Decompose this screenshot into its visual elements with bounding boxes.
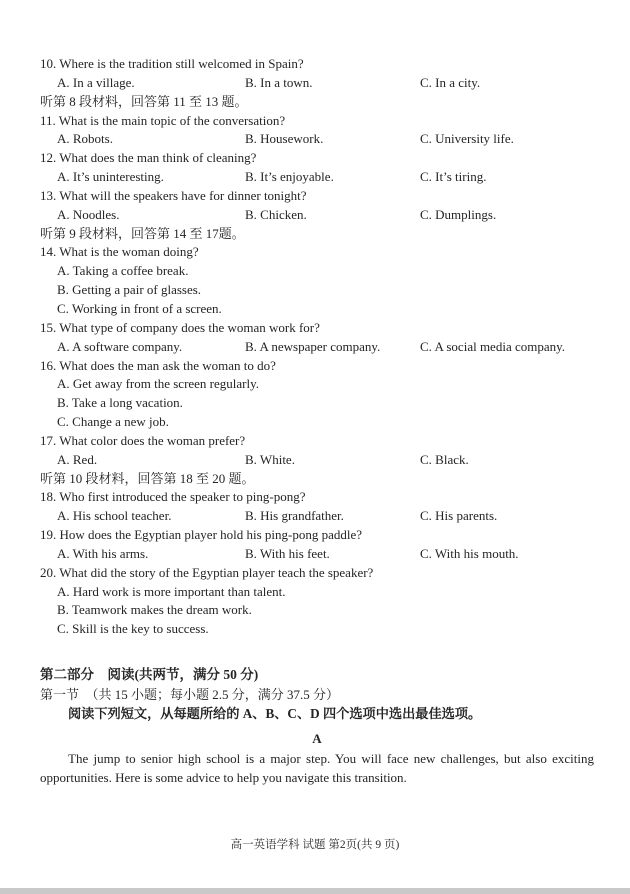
- option-b: B. Getting a pair of glasses.: [57, 282, 202, 298]
- option-a: A. A software company.: [57, 338, 183, 354]
- option-c: C. Dumplings.: [420, 206, 497, 222]
- options-row: [40, 545, 594, 564]
- option-c: C. With his mouth.: [420, 545, 519, 561]
- scan-edge-strip: [0, 888, 630, 894]
- options-row: [40, 130, 594, 149]
- question-block: [40, 187, 594, 225]
- question-block: [40, 112, 594, 150]
- option-b: B. With his feet.: [245, 545, 330, 561]
- option-c: C. Skill is the key to success.: [57, 621, 209, 637]
- question-block: [40, 149, 594, 187]
- question-block: [40, 243, 594, 318]
- option-a: A. In a village.: [57, 74, 135, 90]
- question-text: 17. What color does the woman prefer?: [40, 432, 246, 448]
- listening-questions-section: [40, 55, 594, 639]
- option-c: C. It’s tiring.: [420, 169, 487, 185]
- question-block: [40, 526, 594, 564]
- options-row: [40, 338, 594, 357]
- option-b: B. Teamwork makes the dream work.: [57, 602, 252, 618]
- question-text: 10. Where is the tradition still welcomed in Spain?: [40, 56, 304, 71]
- reading-instruction: 阅读下列短文，从每题所给的 A、B、C、D 四个选项中选出最佳选项。: [68, 706, 482, 722]
- option-c: C. A social media company.: [420, 338, 566, 354]
- option-b: B. Chicken.: [245, 206, 307, 222]
- question-text: 11. What is the main topic of the conversation?: [40, 112, 286, 128]
- options-row: [40, 507, 594, 526]
- page-footer: 高一英语学科 试题 第2页(共 9 页): [230, 839, 400, 851]
- question-text: 12. What does the man think of cleaning?: [40, 150, 257, 166]
- passage-a-text: The jump to senior high school is a major step. You will face new challenges, but also exciting opportunities. Here is some advice to help you navigate this transition.: [40, 751, 594, 786]
- option-b: B. A newspaper company.: [245, 338, 381, 354]
- option-b: B. Take a long vacation.: [57, 395, 183, 411]
- option-c: C. His parents.: [420, 508, 498, 524]
- option-c: C. Black.: [420, 451, 469, 467]
- part2-heading: 第二部分 阅读(共两节，满分 50 分): [40, 667, 259, 683]
- listening-material-instruction: 听第 9 段材料，回答第 14 至 17题。: [40, 225, 245, 241]
- options-row: [40, 206, 594, 225]
- options-row: [40, 74, 594, 93]
- option-c: C. In a city.: [420, 74, 481, 90]
- option-a: A. Taking a coffee break.: [57, 263, 189, 279]
- question-text: 14. What is the woman doing?: [40, 244, 199, 260]
- part2-section1-heading: 第一节 （共 15 小题；每小题 2.5 分，满分 37.5 分）: [40, 686, 340, 702]
- option-b: B. In a town.: [245, 74, 313, 90]
- option-b: B. White.: [245, 451, 295, 467]
- option-c: C. University life.: [420, 131, 514, 147]
- option-a: A. With his arms.: [57, 545, 149, 561]
- options-row: [40, 451, 594, 470]
- question-text: 19. How does the Egyptian player hold his ping-pong paddle?: [40, 527, 363, 543]
- question-text: 16. What does the man ask the woman to do?: [40, 357, 276, 373]
- question-block: [40, 488, 594, 526]
- question-block: [40, 564, 594, 639]
- option-a: A. Robots.: [57, 131, 113, 147]
- page-content: [40, 55, 594, 788]
- question-text: 20. What did the story of the Egyptian player teach the speaker?: [40, 564, 374, 580]
- options-row: [40, 168, 594, 187]
- option-a: A. Hard work is more important than talent.: [57, 583, 286, 599]
- option-a: A. It’s uninteresting.: [57, 169, 164, 185]
- listening-material-instruction: 听第 10 段材料，回答第 18 至 20 题。: [40, 470, 255, 486]
- question-text: 18. Who first introduced the speaker to ping-pong?: [40, 489, 306, 505]
- option-a: A. His school teacher.: [57, 508, 172, 524]
- option-c: C. Working in front of a screen.: [57, 300, 222, 316]
- option-a: A. Red.: [57, 451, 98, 467]
- passage-a-label: A: [312, 731, 322, 747]
- option-b: B. Housework.: [245, 131, 324, 147]
- listening-material-instruction: 听第 8 段材料，回答第 11 至 13 题。: [40, 93, 248, 109]
- option-b: B. His grandfather.: [245, 508, 344, 524]
- question-text: 13. What will the speakers have for dinner tonight?: [40, 187, 307, 203]
- option-a: A. Get away from the screen regularly.: [57, 376, 260, 392]
- option-b: B. It’s enjoyable.: [245, 169, 334, 185]
- question-text: 15. What type of company does the woman work for?: [40, 319, 320, 335]
- question-block: [40, 319, 594, 357]
- option-c: C. Change a new job.: [57, 414, 169, 430]
- question-block: [40, 432, 594, 470]
- reading-section: [40, 665, 594, 787]
- option-a: A. Noodles.: [57, 206, 120, 222]
- question-block: [40, 55, 594, 93]
- question-block: [40, 357, 594, 432]
